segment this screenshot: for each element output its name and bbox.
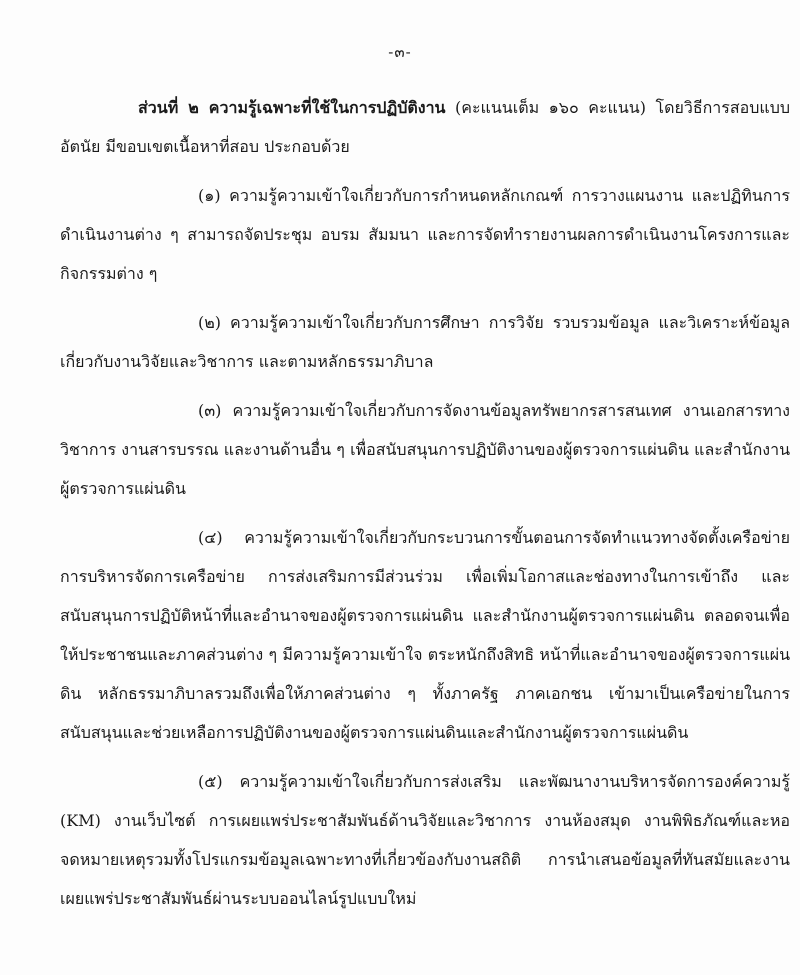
section-heading	[60, 88, 790, 166]
list-item-5: (๕) ความรู้ความเข้าใจเกี่ยวกับการส่งเสริม และพัฒนางานบริหารจัดการองค์ความรู้ (KM) งานเว็บไซต์ การเผยแพร่ประชาสัมพันธ์ด้านวิจัยและวิชาการ งานห้องสมุด งานพิพิธภัณฑ์และหอจดหมายเหตุรวมทั้งโปรแกรมข้อมูลเฉพาะทางที่เกี่ยวข้องกับงานสถิติ การนำเสนอข้อมูลที่ทันสมัยและงานเผยแพร่ประชาสัมพันธ์ผ่านระบบออนไลน์รูปแบบใหม่	[60, 772, 790, 908]
document-body	[60, 88, 790, 918]
list-item-4: (๔) ความรู้ความเข้าใจเกี่ยวกับกระบวนการขั้นตอนการจัดทำแนวทางจัดตั้งเครือข่ายการบริหารจัดการเครือข่าย การส่งเสริมการมีส่วนร่วม เพื่อเพิ่มโอกาสและช่องทางในการเข้าถึง และสนับสนุนการปฏิบัติหน้าที่และอำนาจของผู้ตรวจการแผ่นดิน และสำนักงานผู้ตรวจการแผ่นดิน ตลอดจนเพื่อให้ประชาชนและภาคส่วนต่าง ๆ มีความรู้ความเข้าใจ ตระหนักถึงสิทธิ หน้าที่และอำนาจของผู้ตรวจการแผ่นดิน หลักธรรมาภิบาลรวมถึงเพื่อให้ภาคส่วนต่าง ๆ ทั้งภาครัฐ ภาคเอกชน เข้ามาเป็นเครือข่ายในการสนับสนุนและช่วยเหลือการปฏิบัติงานของผู้ตรวจการแผ่นดินและสำนักงานผู้ตรวจการแผ่นดิน	[60, 528, 790, 742]
list-item-1: (๑) ความรู้ความเข้าใจเกี่ยวกับการกำหนดหลักเกณฑ์ การวางแผนงาน และปฏิทินการดำเนินงานต่าง ๆ สามารถจัดประชุม อบรม สัมมนา และการจัดทำรายงานผลการดำเนินงานโครงการและกิจกรรมต่าง ๆ	[60, 186, 790, 283]
section-heading-bold: ส่วนที่ ๒ ความรู้เฉพาะที่ใช้ในการปฏิบัติงาน	[138, 98, 446, 117]
list-item-2: (๒) ความรู้ความเข้าใจเกี่ยวกับการศึกษา การวิจัย รวบรวมข้อมูล และวิเคราะห์ข้อมูลเกี่ยวกับงานวิจัยและวิชาการ และตามหลักธรรมาภิบาล	[60, 313, 790, 371]
page-number: -๓-	[388, 43, 412, 61]
list-item-3: (๓) ความรู้ความเข้าใจเกี่ยวกับการจัดงานข้อมูลทรัพยากรสารสนเทศ งานเอกสารทางวิชาการ งานสารบรรณ และงานด้านอื่น ๆ เพื่อสนับสนุนการปฏิบัติงานของผู้ตรวจการแผ่นดิน และสำนักงานผู้ตรวจการแผ่นดิน	[60, 401, 790, 498]
section-heading-rest: (คะแนนเต็ม ๑๖๐ คะแนน) โดยวิธีการสอบแบบอัตนัย มีขอบเขตเนื้อหาที่สอบ ประกอบด้วย	[60, 98, 791, 156]
